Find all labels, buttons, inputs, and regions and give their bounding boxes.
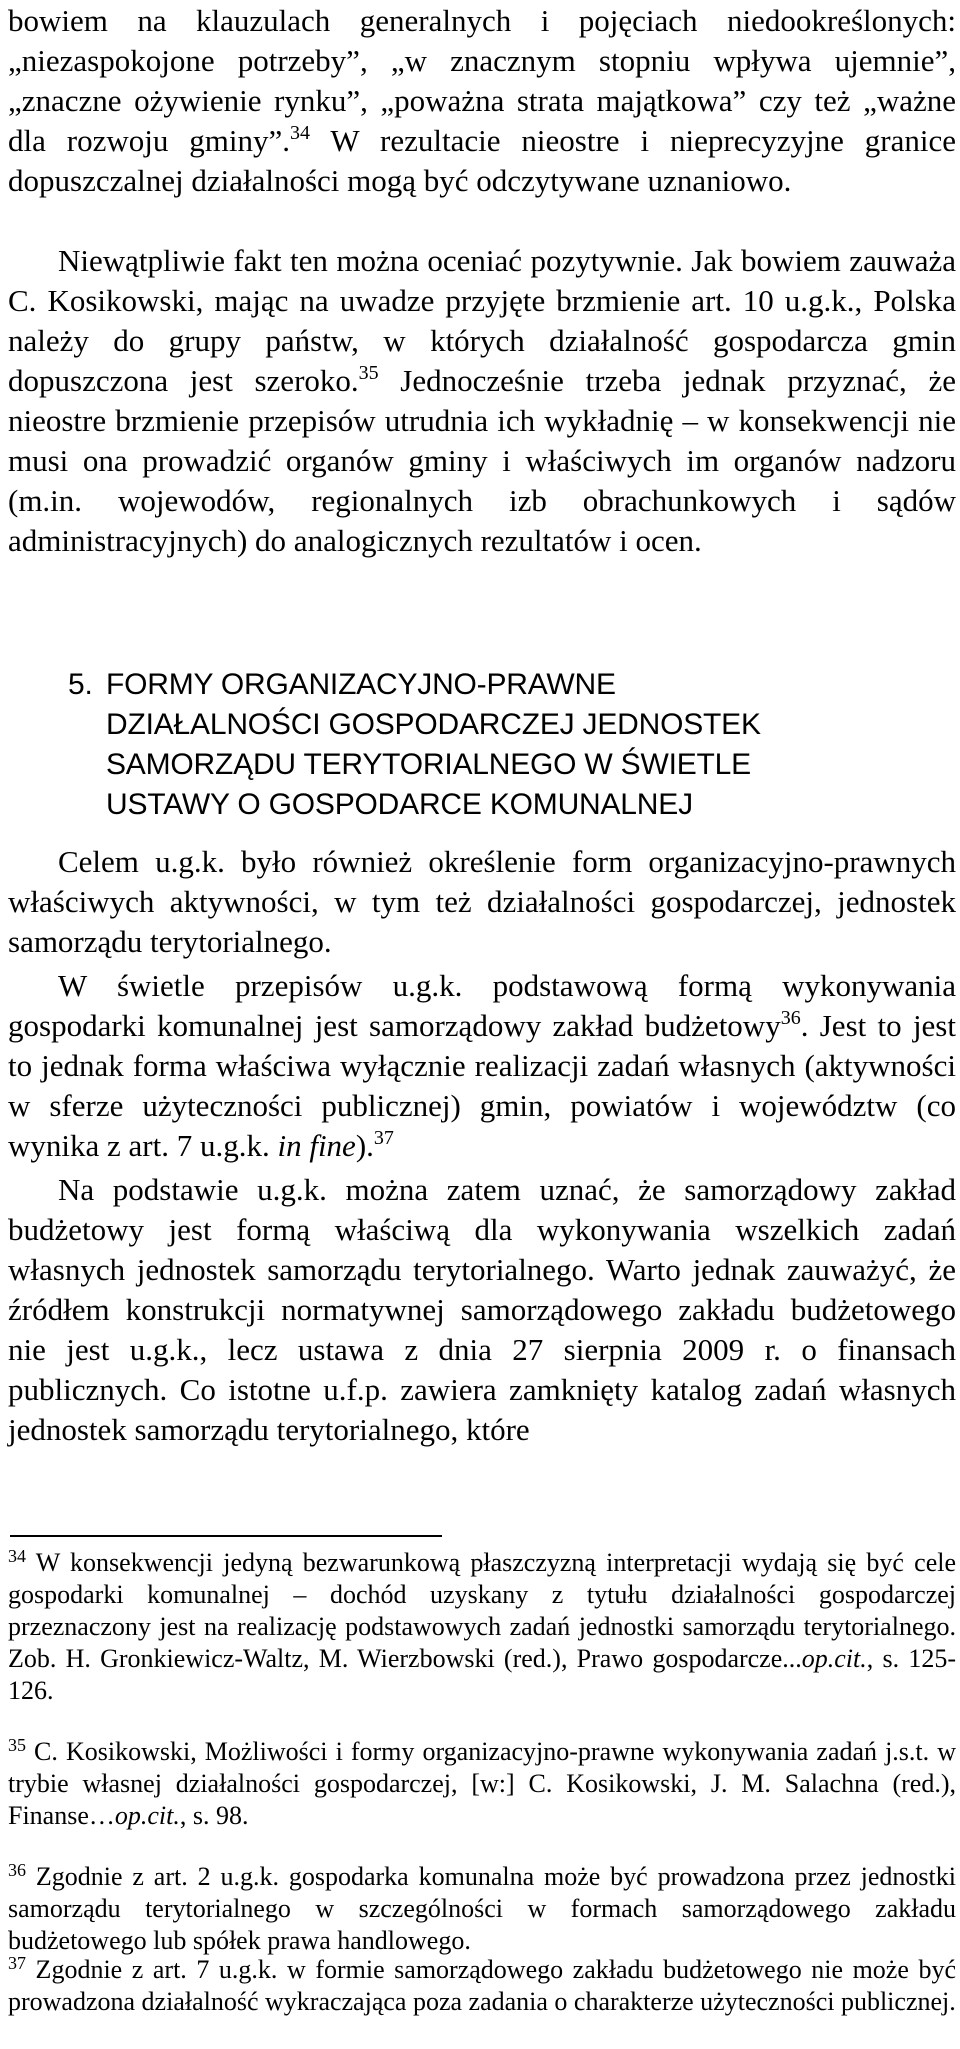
footnote-end: , s. 125-126. xyxy=(8,1644,956,1705)
heading-line: DZIAŁALNOŚCI GOSPODARCZEJ JEDNOSTEK xyxy=(106,708,761,741)
paragraph-1-continuation: W rezultacie nieostre i nieprecyzyjne granice dopuszczalnej działalności mogą być odczytywane uznaniowo. xyxy=(8,123,956,198)
footnote-separator xyxy=(10,1535,442,1537)
paragraph-2-continuation: Jednocześnie trzeba jednak przyznać, że nieostre brzmienie przepisów utrudnia ich wykładnię – w konsekwencji nie musi ona prowadzić organów gminy i właściwych im organów nadzoru (m.in. wojewodów, regionalnych izb obrachunkowych i sądów administracyjnych) do analogicznych rezultatów i ocen. xyxy=(8,363,956,558)
footnote-text: Zgodnie z art. 2 u.g.k. gospodarka komunalna może być prowadzona przez jednostki samorządu terytorialnego w szczególności w formach samorządowego zakładu budżetowego lub spółek prawa handlowego. xyxy=(8,1862,956,1955)
footnote-number: 36 xyxy=(8,1860,26,1880)
paragraph-1 xyxy=(8,1,956,201)
footnote-text: C. Kosikowski, Możliwości i formy organizacyjno-prawne wykonywania zadań j.s.t. w trybie własnej działalności gospodarczej, [w:] C. Kosikowski, J. M. Salachna (red.), Finanse… xyxy=(8,1737,956,1830)
footnote-number: 34 xyxy=(8,1546,26,1566)
paragraph-1-text: bowiem na klauzulach generalnych i pojęciach niedookreślonych: „niezaspokojone potrzeby”, „w znacznym stopniu wpływa ujemnie”, „znaczne ożywienie rynku”, „poważna strata majątkowa” czy też „ważne dla rozwoju gminy”. xyxy=(8,3,956,158)
paragraph-4-continuation: . Jest to jest to jednak forma właściwa wyłącznie realizacji zadań własnych (aktywności w sferze użyteczności publicznej) gmin, powiatów i województw (co wynika z art. 7 u.g.k. xyxy=(8,1008,956,1163)
heading-line: SAMORZĄDU TERYTORIALNEGO W ŚWIETLE xyxy=(106,748,751,781)
heading-line: FORMY ORGANIZACYJNO-PRAWNE xyxy=(106,668,616,701)
heading-line: USTAWY O GOSPODARCE KOMUNALNEJ xyxy=(106,788,693,821)
footnote-ref-37[interactable]: 37 xyxy=(373,1127,394,1149)
paragraph-2-text: Niewątpliwie fakt ten można oceniać pozytywnie. Jak bowiem zauważa C. Kosikowski, mając na uwadze przyjęte brzmienie art. 10 u.g.k., Polska należy do grupy państw, w których działalność gospodarcza gmin dopuszczona jest szeroko. xyxy=(8,243,956,398)
footnote-number: 37 xyxy=(8,1953,26,1973)
footnote-italic: op.cit. xyxy=(114,1801,180,1830)
section-number: 5. xyxy=(68,668,93,701)
paragraph-3-text: Celem u.g.k. było również określenie form organizacyjno-prawnych właściwych aktywności, w tym też działalności gospodarczej, jednostek samorządu terytorialnego. xyxy=(8,844,956,959)
footnote-ref-36[interactable]: 36 xyxy=(780,1007,801,1029)
footnote-ref-34[interactable]: 34 xyxy=(290,122,311,144)
paragraph-4-italic: in fine xyxy=(277,1128,356,1163)
paragraph-5 xyxy=(8,1170,956,1450)
paragraph-4-text: W świetle przepisów u.g.k. podstawową formą wykonywania gospodarki komunalnej jest samorządowy zakład budżetowy xyxy=(8,968,956,1043)
paragraph-2 xyxy=(8,241,956,561)
footnote-italic: op.cit. xyxy=(801,1644,867,1673)
footnote-text: Zgodnie z art. 7 u.g.k. w formie samorządowego zakładu budżetowego nie może być prowadzona działalność wykraczająca poza zadania o charakterze użyteczności publicznej. xyxy=(8,1955,956,2016)
footnote-35 xyxy=(8,1736,956,1832)
footnote-ref-35[interactable]: 35 xyxy=(358,362,379,384)
footnote-37 xyxy=(8,1954,956,2018)
footnote-36 xyxy=(8,1861,956,1957)
section-heading xyxy=(68,665,926,825)
footnote-text: W konsekwencji jedyną bezwarunkową płaszczyzną interpretacji wydają się być cele gospodarki komunalnej – dochód uzyskany z tytułu działalności gospodarczej przeznaczony jest na realizację podstawowych zadań jednostki samorządu terytorialnego. Zob. H. Gronkiewicz-Waltz, M. Wierzbowski (red.), Prawo gospodarcze... xyxy=(8,1548,956,1673)
paragraph-4-end: ). xyxy=(355,1128,374,1163)
footnote-number: 35 xyxy=(8,1735,26,1755)
paragraph-3 xyxy=(8,842,956,962)
paragraph-4 xyxy=(8,966,956,1166)
footnote-end: , s. 98. xyxy=(179,1801,249,1830)
paragraph-5-text: Na podstawie u.g.k. można zatem uznać, że samorządowy zakład budżetowy jest formą właściwą dla wykonywania wszelkich zadań własnych jednostek samorządu terytorialnego. Warto jednak zauważyć, że źródłem konstrukcji normatywnej samorządowego zakładu budżetowego nie jest u.g.k., lecz ustawa z dnia 27 sierpnia 2009 r. o finansach publicznych. Co istotne u.f.p. zawiera zamknięty katalog zadań własnych jednostek samorządu terytorialnego, które xyxy=(8,1172,956,1447)
footnote-34 xyxy=(8,1547,956,1707)
